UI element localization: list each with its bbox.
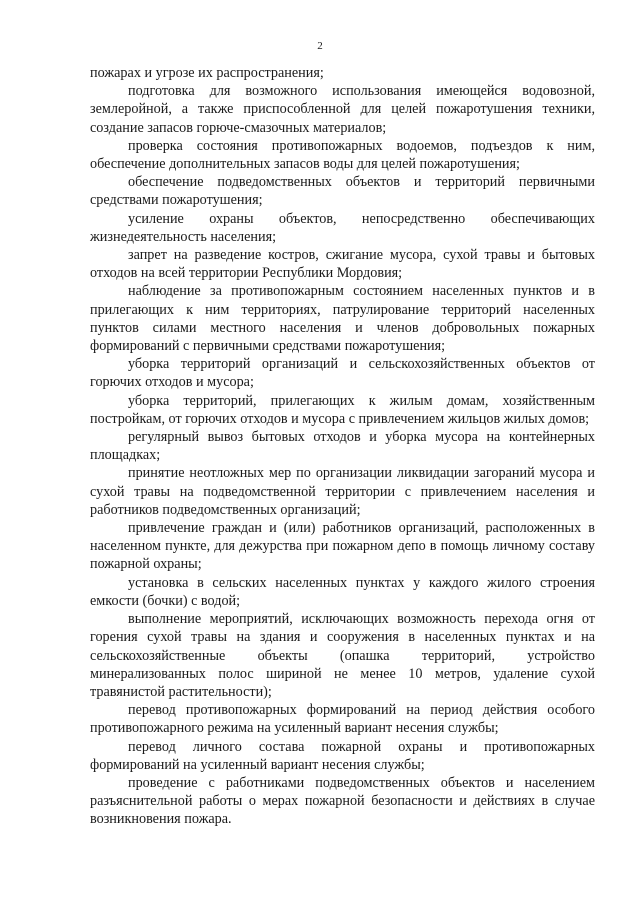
- paragraph: наблюдение за противопожарным состоянием населенных пунктов и в прилегающих к ним территориях, патрулирование территорий населенных пунктов силами местного населения и членов добровольных пожарных формирований с первичными средствами пожаротушения;: [90, 283, 595, 355]
- paragraph: обеспечение подведомственных объектов и территорий первичными средствами пожаротушения;: [90, 174, 595, 209]
- body-text: [90, 64, 595, 829]
- paragraph: усиление охраны объектов, непосредственно обеспечивающих жизнедеятельность населения;: [90, 210, 595, 245]
- paragraph: запрет на разведение костров, сжигание мусора, сухой травы и бытовых отходов на всей территории Республики Мордовия;: [90, 247, 595, 282]
- paragraph: проведение с работниками подведомственных объектов и населением разъяснительной работы о мерах пожарной безопасности и действиях в случае возникновения пожара.: [90, 774, 595, 828]
- paragraph: перевод личного состава пожарной охраны и противопожарных формирований на усиленный вариант несения службы;: [90, 738, 595, 773]
- paragraph: проверка состояния противопожарных водоемов, подъездов к ним, обеспечение дополнительных запасов воды для целей пожаротушения;: [90, 137, 595, 173]
- paragraph: выполнение мероприятий, исключающих возможность перехода огня от горения сухой травы на здания и сооружения в населенных пунктах и на сельскохозяйственные объекты (опашка территорий, устройство минерализованных полос шириной не менее 10 метров, удаление сухой травянистой растительности);: [90, 611, 595, 700]
- paragraph-continued: пожарах и угрозе их распространения;: [90, 65, 324, 81]
- paragraph: привлечение граждан и (или) работников организаций, расположенных в населенном пункте, для дежурства при пожарном депо в помощь личному составу пожарной охраны;: [90, 520, 595, 573]
- paragraph: установка в сельских населенных пунктах у каждого жилого строения емкости (бочки) с водой;: [90, 574, 595, 609]
- paragraph: уборка территорий организаций и сельскохозяйственных объектов от горючих отходов и мусора;: [90, 356, 595, 391]
- paragraph: подготовка для возможного использования имеющейся водовозной, землеройной, а также приспособленной для целей пожаротушения техники, создание запасов горюче-смазочных материалов;: [90, 83, 595, 136]
- paragraph: принятие неотложных мер по организации ликвидации загораний мусора и сухой травы на подведомственной территории с привлечением населения и работников подведомственных организаций;: [90, 465, 595, 518]
- page-number: 2: [317, 40, 323, 52]
- paragraph: регулярный вывоз бытовых отходов и уборка мусора на контейнерных площадках;: [90, 429, 595, 464]
- paragraph: уборка территорий, прилегающих к жилым домам, хозяйственным постройкам, от горючих отходов и мусора с привлечением жильцов жилых домов;: [90, 392, 595, 427]
- paragraph: перевод противопожарных формирований на период действия особого противопожарного режима на усиленный вариант несения службы;: [90, 702, 595, 737]
